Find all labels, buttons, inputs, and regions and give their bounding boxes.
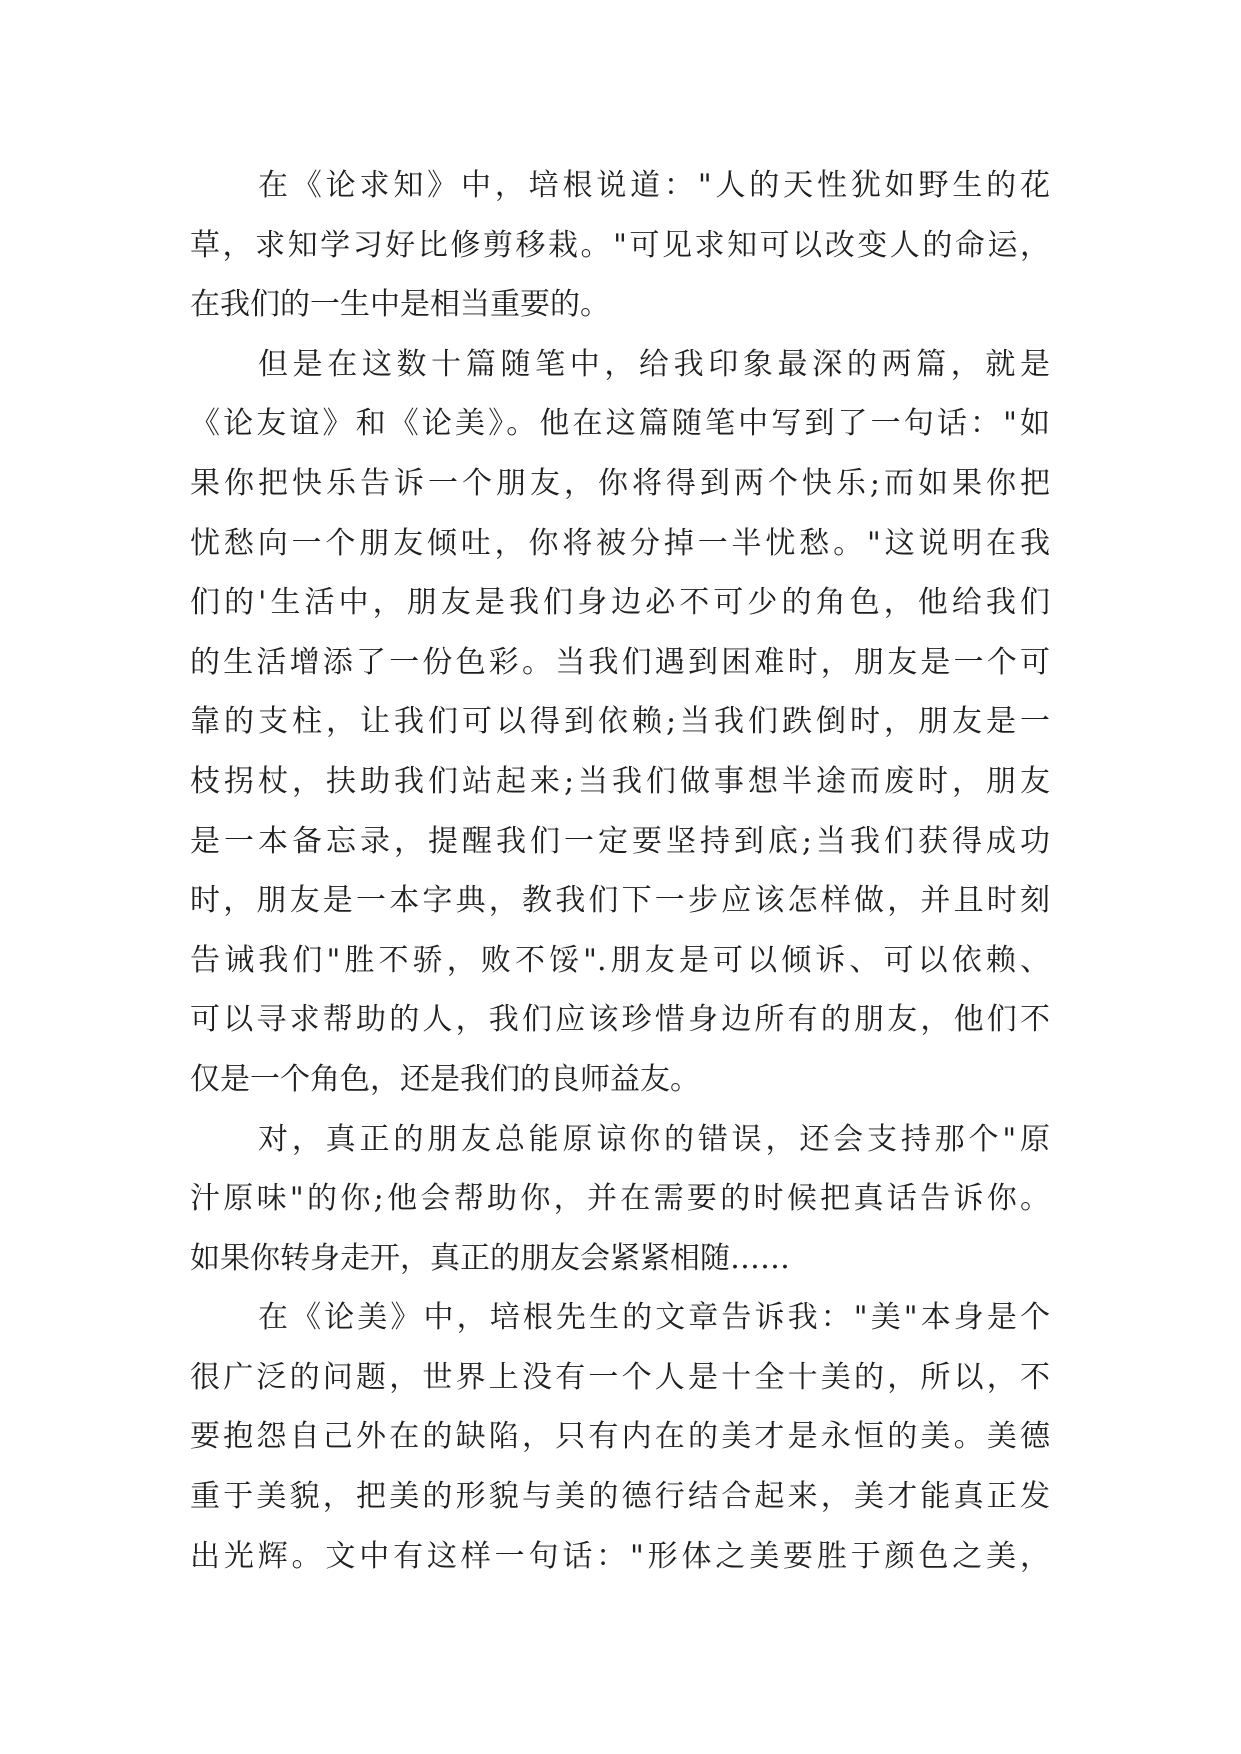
text-line: 可以寻求帮助的人，我们应该珍惜身边所有的朋友，他们不 <box>190 1002 1050 1038</box>
text-line: 很广泛的问题，世界上没有一个人是十全十美的，所以，不 <box>190 1359 1050 1395</box>
text-line: 要抱怨自己外在的缺陷，只有内在的美才是永恒的美。美德 <box>190 1419 1050 1455</box>
text-line: 枝拐杖，扶助我们站起来;当我们做事想半途而废时，朋友 <box>190 763 1050 799</box>
paragraph-1 <box>190 156 1050 335</box>
text-line: 忧愁向一个朋友倾吐，你将被分掉一半忧愁。"这说明在我 <box>190 525 1050 561</box>
text-line: 靠的支柱，让我们可以得到依赖;当我们跌倒时，朋友是一 <box>190 704 1050 740</box>
text-line: 重于美貌，把美的形貌与美的德行结合起来，美才能真正发 <box>190 1479 1050 1515</box>
text-line: 时，朋友是一本字典，教我们下一步应该怎样做，并且时刻 <box>190 883 1050 919</box>
text-line: 汁原味"的你;他会帮助你，并在需要的时候把真话告诉你。 <box>190 1181 1050 1217</box>
text-line: 出光辉。文中有这样一句话："形体之美要胜于颜色之美， <box>190 1538 1050 1574</box>
document-body <box>190 156 1050 1586</box>
text-line: 在《论求知》中，培根说道："人的天性犹如野生的花 <box>258 168 1050 203</box>
text-line: 们的'生活中，朋友是我们身边必不可少的角色，他给我们 <box>190 585 1050 621</box>
text-line: 告诫我们"胜不骄，败不馁".朋友是可以倾诉、可以依赖、 <box>190 942 1050 978</box>
paragraph-2 <box>190 335 1050 1110</box>
text-line: 的生活增添了一份色彩。当我们遇到困难时，朋友是一个可 <box>190 644 1050 680</box>
paragraph-4 <box>190 1288 1050 1586</box>
paragraph-3 <box>190 1110 1050 1289</box>
text-line: 是一本备忘录，提醒我们一定要坚持到底;当我们获得成功 <box>190 823 1050 859</box>
text-line: 果你把快乐告诉一个朋友，你将得到两个快乐;而如果你把 <box>190 465 1050 501</box>
text-line: 对，真正的朋友总能原谅你的错误，还会支持那个"原 <box>258 1121 1050 1157</box>
text-line: 在《论美》中，培根先生的文章告诉我："美"本身是个 <box>258 1300 1050 1336</box>
text-line: 但是在这数十篇随笔中，给我印象最深的两篇，就是 <box>258 346 1050 382</box>
text-line: 《论友谊》和《论美》。他在这篇随笔中写到了一句话："如 <box>190 406 1050 442</box>
text-line: 仅是一个角色，还是我们的良师益友。 <box>190 1061 700 1097</box>
text-line: 如果你转身走开，真正的朋友会紧紧相随…… <box>190 1240 790 1276</box>
text-line: 在我们的一生中是相当重要的。 <box>190 287 610 323</box>
text-line: 草，求知学习好比修剪移栽。"可见求知可以改变人的命运， <box>190 227 1050 263</box>
